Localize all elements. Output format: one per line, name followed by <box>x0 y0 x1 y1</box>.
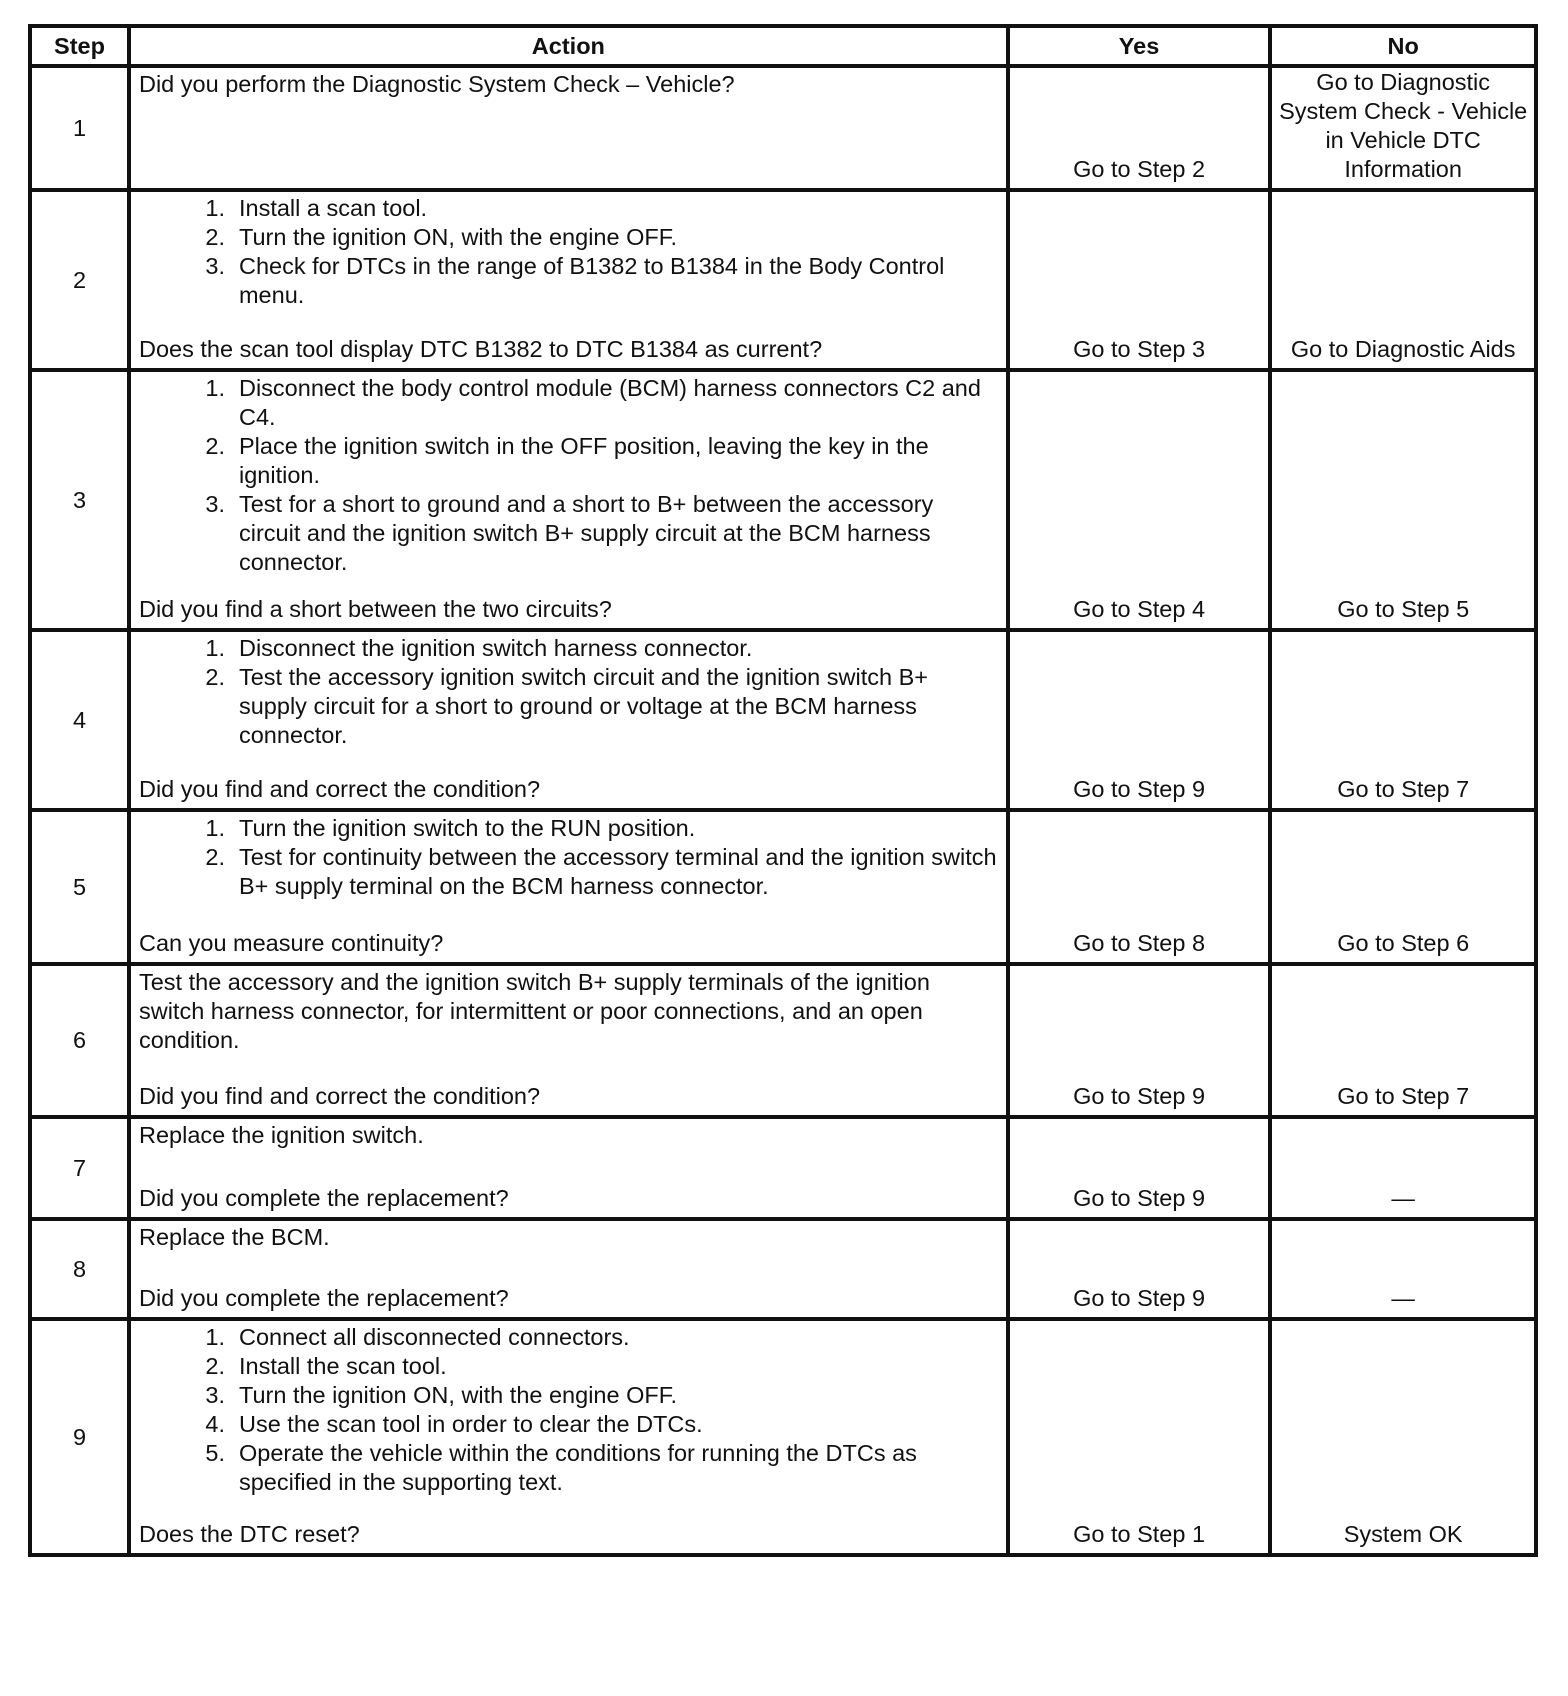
list-item-text: Test for continuity between the accessory terminal and the ignition switch B+ supply terminal on the BCM harness connector. <box>238 844 997 899</box>
no-result: Go to Step 7 <box>1270 630 1536 810</box>
action-question: Did you find and correct the condition? <box>138 776 541 802</box>
action-question: Did you complete the replacement? <box>138 1185 509 1211</box>
table-row <box>30 1219 1536 1319</box>
list-item-number: 2. <box>205 433 225 459</box>
table-row <box>30 964 1536 1117</box>
action-cell <box>129 1319 1008 1555</box>
action-cell <box>129 1117 1008 1219</box>
list-item-text: Test the accessory ignition switch circuit and the ignition switch B+ supply circuit for a short to ground or voltage at the BCM harness connector. <box>238 664 928 748</box>
list-item-number: 1. <box>205 375 225 401</box>
diagnostic-table <box>28 24 1538 1557</box>
list-item <box>139 1381 998 1410</box>
step-number: 7 <box>30 1117 129 1219</box>
table-row <box>30 66 1536 190</box>
action-question: Did you find and correct the condition? <box>138 1083 541 1109</box>
no-result: — <box>1270 1219 1536 1319</box>
list-item-text: Disconnect the body control module (BCM) harness connectors C2 and C4. <box>238 375 981 430</box>
yes-result: Go to Step 4 <box>1008 370 1271 630</box>
action-question: Did you perform the Diagnostic System Check – Vehicle? <box>138 71 735 97</box>
action-question: Did you find a short between the two circuits? <box>138 596 612 622</box>
action-cell <box>129 630 1008 810</box>
action-cell <box>129 810 1008 964</box>
step-number: 5 <box>30 810 129 964</box>
yes-result: Go to Step 9 <box>1008 1117 1271 1219</box>
list-item-text: Turn the ignition switch to the RUN position. <box>238 815 696 841</box>
no-result: System OK <box>1270 1319 1536 1555</box>
list-item <box>139 1323 998 1352</box>
step-number: 9 <box>30 1319 129 1555</box>
list-item <box>139 432 998 490</box>
table-row <box>30 190 1536 370</box>
list-item-text: Test for a short to ground and a short to B+ between the accessory circuit and the ignition switch B+ supply circuit at the BCM harness connector. <box>238 491 934 575</box>
table-body <box>30 66 1536 1555</box>
list-item <box>139 634 998 663</box>
action-cell <box>129 1219 1008 1319</box>
list-item-number: 3. <box>205 491 225 517</box>
list-item <box>139 374 998 432</box>
action-steps-list <box>139 194 998 310</box>
list-item-number: 1. <box>205 815 225 841</box>
header-step: Step <box>30 26 129 66</box>
header-action: Action <box>129 26 1008 66</box>
list-item <box>139 252 998 310</box>
list-item-number: 3. <box>205 1382 225 1408</box>
step-number: 3 <box>30 370 129 630</box>
list-item-text: Turn the ignition ON, with the engine OFF. <box>238 224 677 250</box>
list-item-number: 2. <box>205 844 225 870</box>
step-number: 8 <box>30 1219 129 1319</box>
list-item <box>139 490 998 577</box>
no-result: Go to Step 7 <box>1270 964 1536 1117</box>
yes-result: Go to Step 9 <box>1008 964 1271 1117</box>
list-item-number: 2. <box>205 224 225 250</box>
list-item-number: 1. <box>205 195 225 221</box>
list-item <box>139 223 998 252</box>
list-item-text: Disconnect the ignition switch harness connector. <box>238 635 753 661</box>
list-item-number: 2. <box>205 664 225 690</box>
no-result: Go to Diagnostic System Check - Vehicle in Vehicle DTC Information <box>1270 66 1536 190</box>
list-item-number: 2. <box>205 1353 225 1379</box>
action-instruction: Test the accessory and the ignition switch B+ supply terminals of the ignition switch harness connector, for intermittent or poor connections, and an open condition. <box>138 969 930 1053</box>
action-instruction: Replace the BCM. <box>138 1224 330 1250</box>
list-item <box>139 1410 998 1439</box>
yes-result: Go to Step 8 <box>1008 810 1271 964</box>
table-row <box>30 810 1536 964</box>
action-question: Did you complete the replacement? <box>138 1285 509 1311</box>
no-result: Go to Step 5 <box>1270 370 1536 630</box>
step-number: 2 <box>30 190 129 370</box>
table-row <box>30 1117 1536 1219</box>
action-steps-list <box>139 374 998 577</box>
yes-result: Go to Step 2 <box>1008 66 1271 190</box>
list-item <box>139 1352 998 1381</box>
action-cell <box>129 66 1008 190</box>
list-item-number: 4. <box>205 1411 225 1437</box>
action-cell <box>129 190 1008 370</box>
action-question: Does the scan tool display DTC B1382 to DTC B1384 as current? <box>138 336 823 362</box>
list-item-number: 1. <box>205 1324 225 1350</box>
list-item-text: Turn the ignition ON, with the engine OFF. <box>238 1382 677 1408</box>
list-item <box>139 194 998 223</box>
header-row <box>30 26 1536 66</box>
list-item-text: Operate the vehicle within the conditions for running the DTCs as specified in the supporting text. <box>238 1440 917 1495</box>
yes-result: Go to Step 9 <box>1008 1219 1271 1319</box>
table-row <box>30 370 1536 630</box>
action-instruction: Replace the ignition switch. <box>138 1122 424 1148</box>
action-cell <box>129 370 1008 630</box>
step-number: 6 <box>30 964 129 1117</box>
action-steps-list <box>139 634 998 750</box>
action-steps-list <box>139 814 998 901</box>
table-row <box>30 630 1536 810</box>
list-item <box>139 814 998 843</box>
no-result: Go to Step 6 <box>1270 810 1536 964</box>
yes-result: Go to Step 9 <box>1008 630 1271 810</box>
table-header <box>30 26 1536 66</box>
list-item <box>139 1439 998 1497</box>
header-yes: Yes <box>1008 26 1271 66</box>
action-question: Does the DTC reset? <box>138 1521 360 1547</box>
header-no: No <box>1270 26 1536 66</box>
step-number: 1 <box>30 66 129 190</box>
action-question: Can you measure continuity? <box>138 930 444 956</box>
table-row <box>30 1319 1536 1555</box>
no-result: Go to Diagnostic Aids <box>1270 190 1536 370</box>
yes-result: Go to Step 3 <box>1008 190 1271 370</box>
list-item-number: 3. <box>205 253 225 279</box>
list-item-number: 5. <box>205 1440 225 1466</box>
list-item <box>139 843 998 901</box>
action-steps-list <box>139 1323 998 1497</box>
list-item-text: Install a scan tool. <box>238 195 428 221</box>
list-item-text: Install the scan tool. <box>238 1353 447 1379</box>
yes-result: Go to Step 1 <box>1008 1319 1271 1555</box>
action-cell <box>129 964 1008 1117</box>
list-item-text: Connect all disconnected connectors. <box>238 1324 630 1350</box>
no-result: — <box>1270 1117 1536 1219</box>
list-item-text: Use the scan tool in order to clear the DTCs. <box>238 1411 703 1437</box>
list-item-number: 1. <box>205 635 225 661</box>
list-item-text: Check for DTCs in the range of B1382 to B1384 in the Body Control menu. <box>238 253 945 308</box>
step-number: 4 <box>30 630 129 810</box>
list-item <box>139 663 998 750</box>
list-item-text: Place the ignition switch in the OFF position, leaving the key in the ignition. <box>238 433 929 488</box>
